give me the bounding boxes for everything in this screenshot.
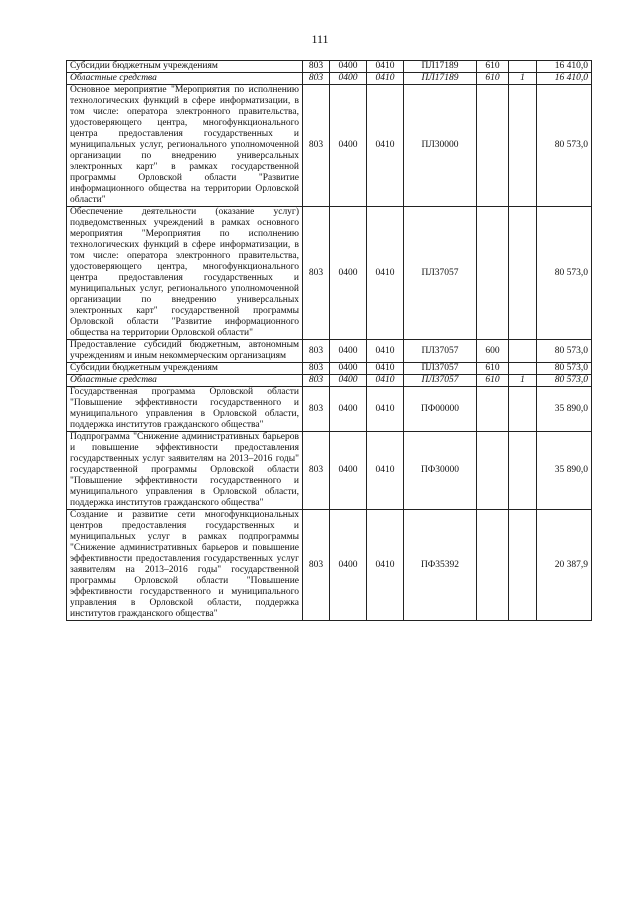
row-subsection: 0410 [367,207,404,340]
row-subsection: 0410 [367,387,404,432]
row-expense-type [477,432,509,510]
row-expense-type: 610 [477,363,509,375]
row-name: Создание и развитие сети многофункциональных центров предоставления государственных и муниципальных услуг в рамках подпрограммы "Снижение административных барьеров и повышение эффективности предоставления государственных услуг заявителям на 2013–2016 годы" государственной программы Орловской области "Повышение эффективности государственного и муниципального управления в Орловской области, поддержка институтов гражданского общества" [67,510,303,621]
table-row [67,61,592,73]
row-grbs: 803 [303,363,330,375]
row-target-article: ПЛ30000 [404,85,477,207]
table-row [67,375,592,387]
row-section: 0400 [330,387,367,432]
table-row [67,85,592,207]
row-expense-type [477,387,509,432]
row-funding-source [509,387,537,432]
row-amount: 80 573,0 [537,363,592,375]
row-target-article: ПЛ37057 [404,340,477,363]
row-subsection: 0410 [367,510,404,621]
row-funding-source [509,432,537,510]
row-target-article: ПЛ37057 [404,375,477,387]
row-funding-source [509,363,537,375]
row-subsection: 0410 [367,340,404,363]
row-subsection: 0410 [367,363,404,375]
row-amount: 20 387,9 [537,510,592,621]
row-subsection: 0410 [367,375,404,387]
row-target-article: ПЛ37057 [404,207,477,340]
table-row [67,340,592,363]
table-row [67,432,592,510]
row-target-article: ПФ30000 [404,432,477,510]
row-expense-type: 610 [477,73,509,85]
row-target-article: ПФ35392 [404,510,477,621]
row-section: 0400 [330,375,367,387]
row-amount: 80 573,0 [537,340,592,363]
row-funding-source: 1 [509,73,537,85]
row-amount: 35 890,0 [537,432,592,510]
row-amount: 16 410,0 [537,73,592,85]
row-expense-type: 610 [477,375,509,387]
row-funding-source [509,207,537,340]
row-name: Обеспечение деятельности (оказание услуг) подведомственных учреждений в рамках основного мероприятия "Мероприятия по исполнению технологических функций в сфере информатизации, в том числе: оператора электронного правительства, удостоверяющего центра, многофункционального центра предоставления государственных и муниципальных услуг, регионального уполномоченной организации по внедрению универсальных электронных карт" государственной программы Орловской области "Развитие информационного общества на территории Орловской области" [67,207,303,340]
row-target-article: ПЛ37057 [404,363,477,375]
row-name: Подпрограмма "Снижение административных барьеров и повышение эффективности предоставления государственных услуг заявителям на 2013–2016 годы" государственной программы Орловской области "Повышение эффективности государственного и муниципального управления в Орловской области, поддержка институтов гражданского общества" [67,432,303,510]
row-name: Областные средства [67,73,303,85]
row-grbs: 803 [303,61,330,73]
row-name: Основное мероприятие "Мероприятия по исполнению технологических функций в сфере информатизации, в том числе: оператора электронного правительства, удостоверяющего центра, многофункционального центра предоставления государственных и муниципальных услуг, регионального уполномоченной организации по внедрению универсальных электронных карт" в рамках государственной программы Орловской области "Развитие информационного общества на территории Орловской области" [67,85,303,207]
row-amount: 80 573,0 [537,207,592,340]
row-target-article: ПЛ17189 [404,61,477,73]
row-funding-source [509,85,537,207]
row-name: Областные средства [67,375,303,387]
row-expense-type: 610 [477,61,509,73]
row-grbs: 803 [303,85,330,207]
row-grbs: 803 [303,387,330,432]
row-target-article: ПФ00000 [404,387,477,432]
row-funding-source [509,510,537,621]
row-section: 0400 [330,340,367,363]
row-amount: 80 573,0 [537,85,592,207]
row-name: Субсидии бюджетным учреждениям [67,61,303,73]
row-expense-type [477,85,509,207]
budget-table [66,60,592,621]
row-subsection: 0410 [367,61,404,73]
table-row [67,510,592,621]
row-target-article: ПЛ17189 [404,73,477,85]
row-grbs: 803 [303,510,330,621]
row-section: 0400 [330,363,367,375]
row-funding-source [509,61,537,73]
row-name: Предоставление субсидий бюджетным, автономным учреждениям и иным некоммерческим организациям [67,340,303,363]
row-expense-type [477,207,509,340]
row-amount: 80 573,0 [537,375,592,387]
row-subsection: 0410 [367,85,404,207]
table-row [67,207,592,340]
row-grbs: 803 [303,207,330,340]
row-subsection: 0410 [367,432,404,510]
row-grbs: 803 [303,375,330,387]
row-section: 0400 [330,61,367,73]
row-section: 0400 [330,510,367,621]
row-funding-source: 1 [509,375,537,387]
row-expense-type [477,510,509,621]
row-grbs: 803 [303,73,330,85]
row-section: 0400 [330,432,367,510]
row-section: 0400 [330,73,367,85]
table-row [67,73,592,85]
row-name: Субсидии бюджетным учреждениям [67,363,303,375]
row-amount: 16 410,0 [537,61,592,73]
page-number: 111 [311,32,329,46]
row-name: Государственная программа Орловской области "Повышение эффективности государственного и муниципального управления в Орловской области, поддержка институтов гражданского общества" [67,387,303,432]
row-subsection: 0410 [367,73,404,85]
table-row [67,387,592,432]
row-funding-source [509,340,537,363]
table-row [67,363,592,375]
row-section: 0400 [330,207,367,340]
row-expense-type: 600 [477,340,509,363]
row-section: 0400 [330,85,367,207]
row-amount: 35 890,0 [537,387,592,432]
row-grbs: 803 [303,432,330,510]
row-grbs: 803 [303,340,330,363]
